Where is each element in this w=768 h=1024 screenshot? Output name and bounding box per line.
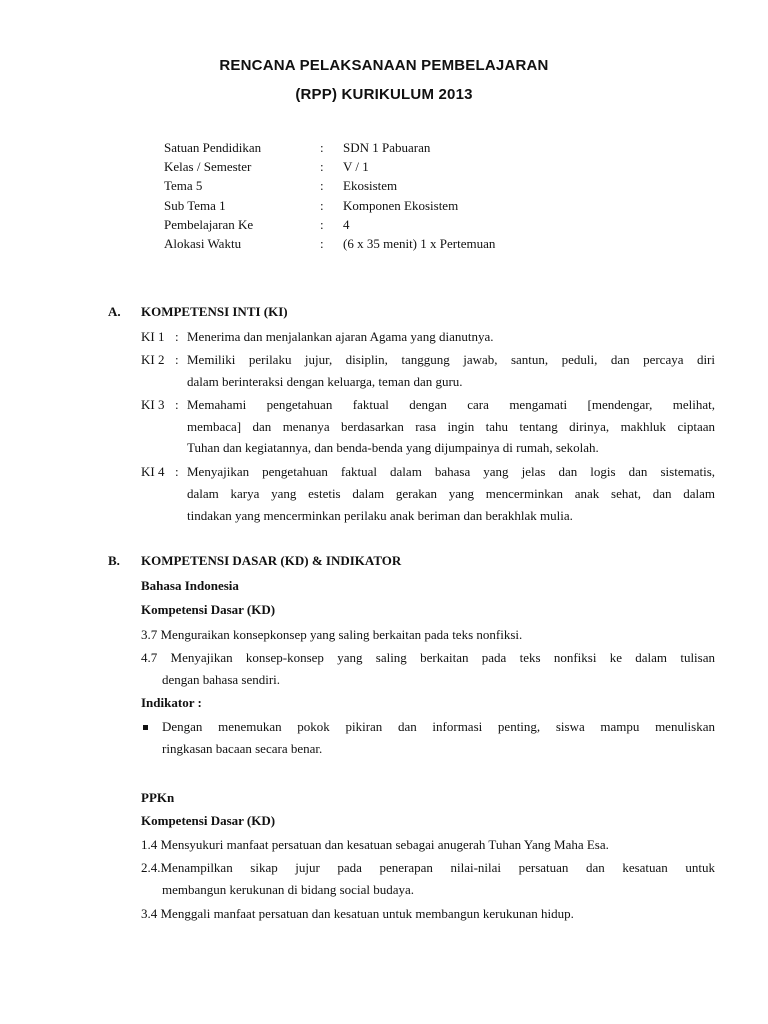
ki-text: Menyajikan pengetahuan faktual dalam bahasa yang jelas dan logis dan sistematis, [187,464,715,479]
meta-separator: : [320,140,324,155]
meta-row [0,236,768,254]
ki-code: KI 2 [141,352,165,367]
ki-separator: : [175,397,179,412]
meta-row [0,159,768,177]
meta-label: Tema 5 [164,178,203,193]
meta-row [0,178,768,196]
bullet-icon [143,725,148,730]
meta-row [0,217,768,235]
document-subtitle: (RPP) KURIKULUM 2013 [295,86,473,103]
ki-text: Memiliki perilaku jujur, disiplin, tanggung jawab, santun, peduli, dan percaya diri [187,352,715,367]
ki-separator: : [175,352,179,367]
kd-item: 3.4 Menggali manfaat persatuan dan kesatuan untuk membangun kerukunan hidup. [141,906,574,921]
meta-value: Ekosistem [343,178,398,193]
ki-text: dalam berinteraksi dengan keluarga, teman dan guru. [187,374,463,389]
meta-label: Kelas / Semester [164,159,252,174]
meta-value: SDN 1 Pabuaran [343,140,431,155]
section-b-letter: B. [108,553,120,568]
meta-separator: : [320,178,324,193]
kd-heading: Kompetensi Dasar (KD) [141,813,276,828]
ki-code: KI 3 [141,397,165,412]
subject-heading: Bahasa Indonesia [141,578,239,593]
ki-text: Tuhan dan kegiatannya, dan benda-benda yang dijumpainya di rumah, sekolah. [187,440,599,455]
meta-value: 4 [343,217,350,232]
meta-separator: : [320,236,324,251]
meta-label: Sub Tema 1 [164,198,226,213]
meta-value: Komponen Ekosistem [343,198,459,213]
ki-text: dalam karya yang estetis dalam gerakan yang mencerminkan anak sehat, dan dalam [187,486,715,501]
kd-item-continuation: membangun kerukunan di bidang social budaya. [162,882,414,897]
meta-separator: : [320,217,324,232]
subject-heading: PPKn [141,790,175,805]
ki-text: Menerima dan menjalankan ajaran Agama yang dianutnya. [187,329,494,344]
indikator-item: Dengan menemukan pokok pikiran dan informasi penting, siswa mampu menuliskan [162,719,715,734]
kd-item: 3.7 Menguraikan konsepkonsep yang saling berkaitan pada teks nonfiksi. [141,627,523,642]
meta-label: Alokasi Waktu [164,236,242,251]
indikator-item-continuation: ringkasan bacaan secara benar. [162,741,323,756]
meta-separator: : [320,198,324,213]
meta-row [0,140,768,158]
kd-item-continuation: dengan bahasa sendiri. [162,672,281,687]
meta-label: Satuan Pendidikan [164,140,262,155]
meta-value: (6 x 35 menit) 1 x Pertemuan [343,236,496,251]
ki-text: Memahami pengetahuan faktual dengan cara mengamati [mendengar, melihat, [187,397,715,412]
ki-separator: : [175,329,179,344]
kd-item: 1.4 Mensyukuri manfaat persatuan dan kesatuan sebagai anugerah Tuhan Yang Maha Esa. [141,837,609,852]
kd-item: 4.7 Menyajikan konsep-konsep yang saling berkaitan pada teks nonfiksi ke dalam tulisan [141,650,715,665]
meta-value: V / 1 [343,159,369,174]
section-a-letter: A. [108,304,121,319]
kd-heading: Kompetensi Dasar (KD) [141,602,276,617]
indikator-heading: Indikator : [141,695,202,710]
ki-code: KI 4 [141,464,165,479]
section-b-heading: KOMPETENSI DASAR (KD) & INDIKATOR [141,553,402,568]
ki-text: tindakan yang mencerminkan perilaku anak beriman dan berakhlak mulia. [187,508,573,523]
ki-code: KI 1 [141,329,165,344]
ki-separator: : [175,464,179,479]
meta-row [0,198,768,216]
section-a-heading: KOMPETENSI INTI (KI) [141,304,288,319]
ki-text: membaca] dan menanya berdasarkan rasa ingin tahu tentang dirinya, makhluk ciptaan [187,419,715,434]
document-title: RENCANA PELAKSANAAN PEMBELAJARAN [219,57,549,74]
meta-separator: : [320,159,324,174]
kd-item: 2.4.Menampilkan sikap jujur pada penerapan nilai-nilai persatuan dan kesatuan untuk [141,860,715,875]
meta-label: Pembelajaran Ke [164,217,254,232]
